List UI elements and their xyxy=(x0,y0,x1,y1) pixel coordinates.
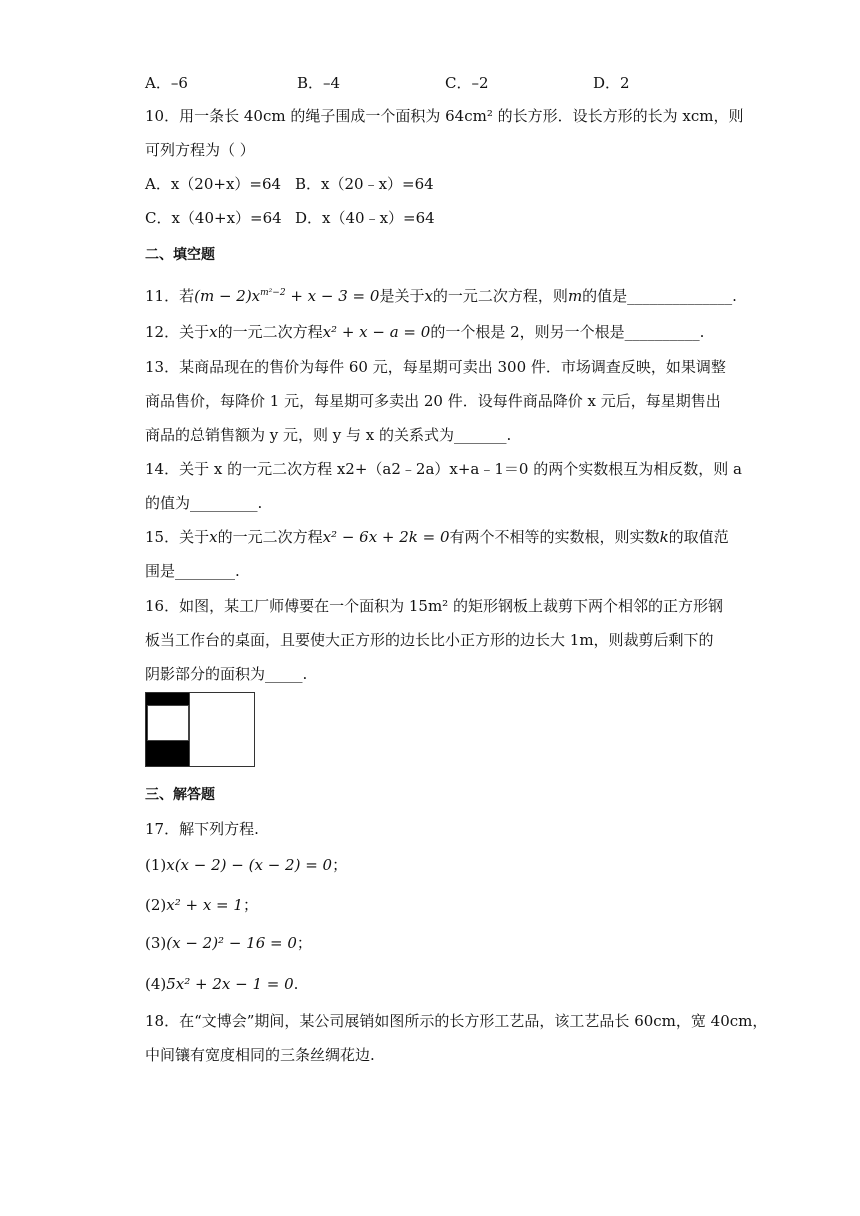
q14-line-1: 14．关于 x 的一元二次方程 x2+（a2﹣2a）x+a﹣1＝0 的两个实数根互为相反数，则 a xyxy=(145,460,742,478)
q14-line-2: 的值为_________. xyxy=(145,494,263,512)
q15-prefix: 15．关于 xyxy=(145,528,210,546)
q17-eq4: 5x² + 2x − 1 = 0 xyxy=(166,975,294,993)
q13-line-2: 商品售价，每降价 1 元，每星期可多卖出 20 件．设每件商品降价 x 元后，每星期售出 xyxy=(145,392,721,410)
section-title-fill-in: 二、填空题 xyxy=(145,247,215,263)
q13-line-1: 13．某商品现在的售价为每件 60 元，每星期可卖出 300 件．市场调查反映，如果调整 xyxy=(145,358,726,376)
q15-equation: x² − 6x + 2k = 0 xyxy=(322,528,450,546)
q11 xyxy=(145,283,737,306)
q17-eq1-end: ； xyxy=(332,856,348,874)
q10-line-2: 可列方程为（ ） xyxy=(145,141,255,159)
section-title-solve: 三、解答题 xyxy=(145,787,215,803)
q17-equation-1 xyxy=(145,855,347,875)
q16-line-1: 16．如图，某工厂师傅要在一个面积为 15m² 的矩形钢板上裁剪下两个相邻的正方形钢 xyxy=(145,597,723,615)
q15-line-1 xyxy=(145,527,729,547)
q11-var-m: m xyxy=(567,287,583,305)
q15-suffix: 的取值范 xyxy=(668,528,729,546)
q13-line-3: 商品的总销售额为 y 元，则 y 与 x 的关系式为_______. xyxy=(145,426,512,444)
q10-option-c: C．x（40+x）=64 xyxy=(145,209,282,227)
q17-title: 17．解下列方程. xyxy=(145,820,259,838)
q17-eq4-label: (4) xyxy=(145,975,167,993)
q15-var-x: x xyxy=(209,528,218,546)
q17-eq3: (x − 2)² − 16 = 0 xyxy=(166,934,297,952)
q17-eq2-end: ； xyxy=(242,896,258,914)
q10-line-1: 10．用一条长 40cm 的绳子围成一个面积为 64cm² 的长方形．设长方形的长为 xcm，则 xyxy=(145,107,744,125)
q17-eq1: x(x − 2) − (x − 2) = 0 xyxy=(166,856,333,874)
q11-mid-2: 的一元二次方程，则 xyxy=(432,287,568,305)
q17-equation-3 xyxy=(145,933,312,953)
q9-option-a: A．–6 xyxy=(145,74,188,92)
q12-mid: 的一元二次方程 xyxy=(217,323,323,341)
q11-equation: (m − 2)x xyxy=(194,287,261,305)
small-square xyxy=(147,705,189,741)
q11-exponent: m²−2 xyxy=(260,288,286,298)
q17-equation-4 xyxy=(145,974,298,994)
q15-line-2: 围是________. xyxy=(145,562,240,580)
q17-eq4-end: . xyxy=(293,975,299,993)
large-square xyxy=(189,693,254,766)
q12-prefix: 12．关于 xyxy=(145,323,210,341)
steel-plate-figure xyxy=(145,692,255,767)
q11-mid-1: 是关于 xyxy=(379,287,425,305)
q17-eq3-end: ； xyxy=(296,934,312,952)
q17-equation-2 xyxy=(145,895,258,915)
q17-eq2: x² + x = 1 xyxy=(166,896,243,914)
q15-mid-2: 有两个不相等的实数根，则实数 xyxy=(449,528,660,546)
q18-line-1: 18．在“文博会”期间，某公司展销如图所示的长方形工艺品，该工艺品长 60cm，宽 40cm， xyxy=(145,1012,768,1030)
q17-eq2-label: (2) xyxy=(145,896,167,914)
q11-prefix: 11．若 xyxy=(145,287,195,305)
q9-option-b: B．–4 xyxy=(297,74,341,92)
q11-equation-tail: + x − 3 = 0 xyxy=(285,287,380,305)
q9-option-c: C．–2 xyxy=(445,74,489,92)
q12-equation: x² + x − a = 0 xyxy=(322,323,431,341)
q11-var-x: x xyxy=(424,287,433,305)
q16-line-3: 阴影部分的面积为_____. xyxy=(145,665,308,683)
q12-suffix: 的一个根是 2，则另一个根是__________. xyxy=(430,323,705,341)
q10-option-a: A．x（20+x）=64 xyxy=(145,175,282,193)
q12 xyxy=(145,322,704,342)
q10-option-b: B．x（20﹣x）=64 xyxy=(295,175,434,193)
q18-line-2: 中间镶有宽度相同的三条丝绸花边. xyxy=(145,1046,375,1064)
q15-mid: 的一元二次方程 xyxy=(217,528,323,546)
q16-line-2: 板当工作台的桌面，且要使大正方形的边长比小正方形的边长大 1m，则裁剪后剩下的 xyxy=(145,631,714,649)
q15-var-k: k xyxy=(659,528,669,546)
q11-suffix: 的值是______________. xyxy=(582,287,737,305)
q17-eq3-label: (3) xyxy=(145,934,167,952)
q9-option-d: D．2 xyxy=(593,74,630,92)
q17-eq1-label: (1) xyxy=(145,856,167,874)
q12-var-x: x xyxy=(209,323,218,341)
q10-option-d: D．x（40﹣x）=64 xyxy=(295,209,435,227)
